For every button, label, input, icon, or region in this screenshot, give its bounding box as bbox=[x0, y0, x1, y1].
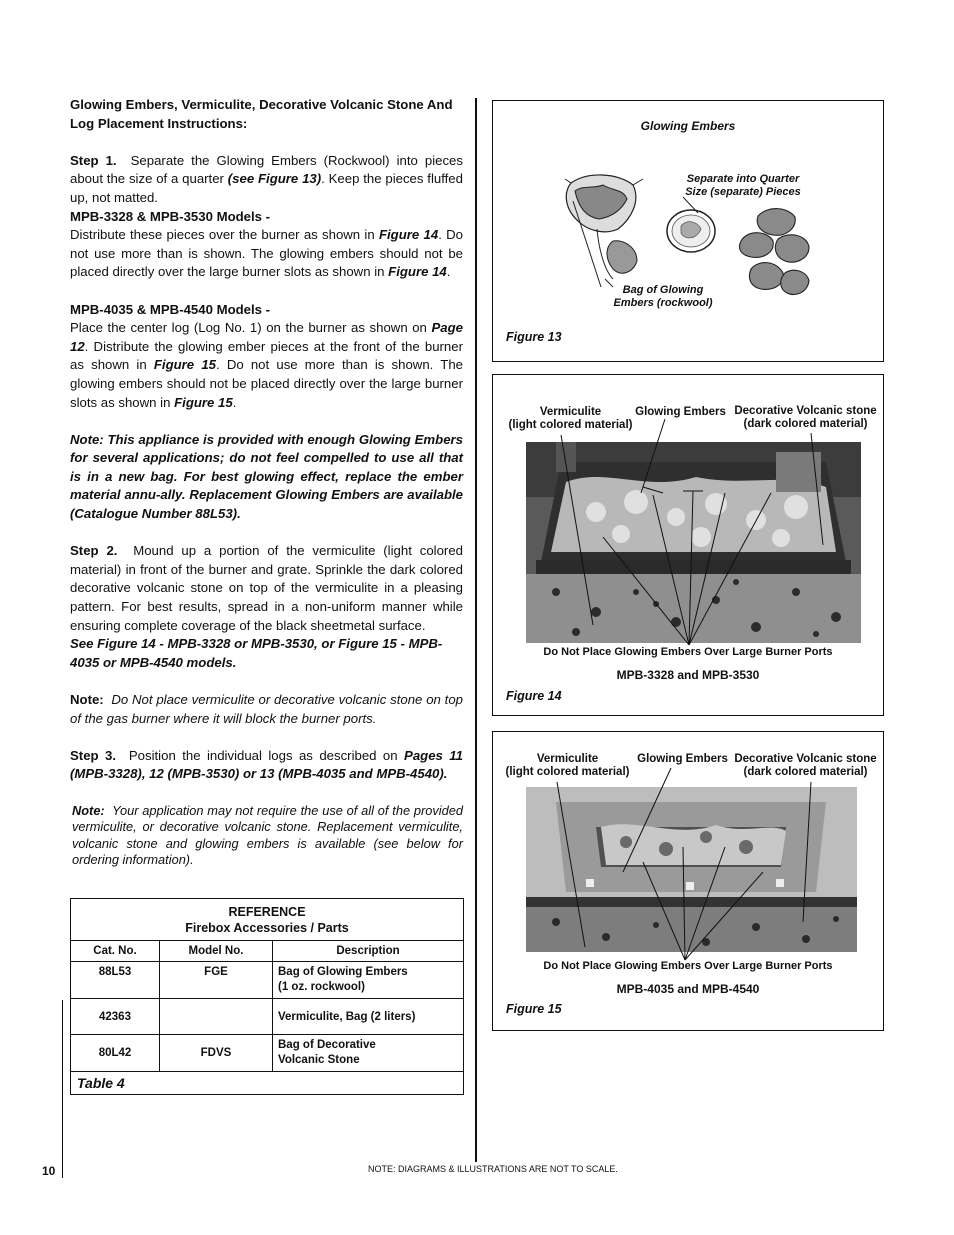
table-title bbox=[71, 899, 463, 940]
step1-text-end: . Keep the pieces fluffed up, not matted. bbox=[70, 171, 463, 205]
table-title-line1: REFERENCE bbox=[228, 905, 306, 919]
column-divider bbox=[475, 98, 477, 1162]
col-description: Description bbox=[273, 941, 464, 962]
mpb3328-text-end: . bbox=[446, 264, 451, 280]
parts-table bbox=[71, 940, 463, 1072]
fig15-warning: Do Not Place Glowing Embers Over Large Burner Ports bbox=[543, 960, 833, 972]
stone-line1: Decorative Volcanic stone bbox=[734, 753, 877, 765]
mpb3328-text: Distribute these pieces over the burner as shown in bbox=[70, 227, 379, 243]
step2-see-figures: See Figure 14 - MPB-3328 or MPB-3530, or Figure 15 - MPB-4035 or MPB-4540 models. bbox=[70, 636, 443, 670]
left-margin-rule bbox=[62, 1000, 63, 1178]
cat-no-cell: 42363 bbox=[71, 999, 160, 1035]
section-heading: Glowing Embers, Vermiculite, Decorative Volcanic Stone And Log Placement Instructions: bbox=[70, 97, 453, 131]
vermiculite-note bbox=[70, 691, 463, 728]
embers-illustration bbox=[493, 101, 883, 361]
quarter-coin-drawing bbox=[667, 210, 715, 252]
fig14-warning: Do Not Place Glowing Embers Over Large Burner Ports bbox=[543, 646, 833, 658]
stone-line1: Decorative Volcanic stone bbox=[734, 405, 877, 417]
fig13-bag-label bbox=[598, 284, 728, 310]
vermiculite-line2: (light colored material) bbox=[508, 419, 633, 431]
step1-label: Step 1. bbox=[70, 152, 117, 168]
step3-paragraph bbox=[70, 747, 463, 784]
reference-table bbox=[70, 898, 464, 1095]
step1-text: Separate the Glowing Embers (Rockwool) into pieces about the size of a quarter bbox=[70, 152, 463, 187]
mpb3328-text-mid: . Do not use more than is shown. The glowing embers should not be placed directly over the large burner slots as shown in bbox=[70, 227, 463, 280]
note3-text: Your application may not require the use of all of the provided vermiculite, or decorative volcanic stone. Replacement vermiculite, volcanic stone and glowing embers is available (see below for ordering information). bbox=[72, 802, 463, 868]
cat-no-cell: 80L42 bbox=[71, 1035, 160, 1072]
page-number: 10 bbox=[42, 1164, 56, 1178]
table-row bbox=[71, 962, 463, 999]
step2-label: Step 2. bbox=[70, 543, 118, 559]
vermiculite-line1: Vermiculite bbox=[539, 406, 602, 418]
fig15-model: MPB-4035 and MPB-4540 bbox=[616, 982, 760, 996]
mpb3328-paragraph bbox=[70, 226, 463, 282]
vermiculite-line1: Vermiculite bbox=[536, 753, 599, 765]
table-title-line2: Firebox Accessories / Parts bbox=[185, 921, 349, 935]
ember-bag-drawing bbox=[565, 175, 643, 279]
figure-14-caption: Figure 14 bbox=[506, 689, 562, 703]
bag-line2: Embers (rockwool) bbox=[613, 297, 713, 309]
figure-13-caption: Figure 13 bbox=[506, 330, 562, 344]
description-line1: Bag of Glowing Embers bbox=[278, 966, 408, 978]
figure-13 bbox=[492, 100, 884, 362]
page12-ref: Page 12 bbox=[70, 320, 463, 354]
step1-paragraph bbox=[70, 152, 463, 208]
mpb4035-text: Place the center log (Log No. 1) on the burner as shown on bbox=[70, 320, 432, 336]
cat-no-cell: 88L53 bbox=[71, 962, 160, 999]
fig15-glowing-label: Glowing Embers bbox=[637, 753, 728, 765]
description-cell bbox=[273, 962, 464, 999]
table-caption: Table 4 bbox=[77, 1075, 125, 1091]
figure15-ref: Figure 15 bbox=[174, 394, 233, 410]
model-no-cell: FDVS bbox=[160, 1035, 273, 1072]
ember-pieces-drawing bbox=[739, 209, 809, 295]
step2-paragraph bbox=[70, 542, 463, 635]
figure14-ref: Figure 14 bbox=[388, 264, 447, 280]
mpb4035-paragraph bbox=[70, 319, 463, 412]
fig13-title: Glowing Embers bbox=[640, 119, 736, 133]
figure13-ref: (see Figure 13) bbox=[227, 171, 322, 187]
col-model-no: Model No. bbox=[160, 941, 273, 962]
col-cat-no: Cat. No. bbox=[71, 941, 160, 962]
model-no-cell bbox=[160, 999, 273, 1035]
description-line2: (1 oz. rockwool) bbox=[278, 981, 365, 993]
vermiculite-line2: (light colored material) bbox=[505, 766, 630, 778]
stone-line2: (dark colored material) bbox=[743, 418, 868, 430]
pages-ref: Pages 11 (MPB-3328), 12 (MPB-3530) or 13 (MPB-4035 and MPB-4540). bbox=[70, 747, 463, 782]
description-cell bbox=[273, 1035, 464, 1072]
step3-label: Step 3. bbox=[70, 747, 116, 763]
figure-15 bbox=[492, 731, 884, 1031]
application-note bbox=[70, 803, 463, 869]
fig14-model: MPB-3328 and MPB-3530 bbox=[616, 668, 760, 682]
description-line1: Bag of Decorative bbox=[278, 1039, 376, 1051]
mpb3328-heading: MPB-3328 & MPB-3530 Models - bbox=[70, 208, 271, 224]
mpb4035-text-end: . bbox=[232, 394, 237, 410]
table-row bbox=[71, 999, 463, 1035]
stone-line2: (dark colored material) bbox=[743, 766, 868, 778]
step3-text: Position the individual logs as described on bbox=[128, 747, 405, 763]
note-text: Do Not place vermiculite or decorative volcanic stone on top of the gas burner where it will block the burner ports. bbox=[70, 692, 463, 726]
note3-label: Note: bbox=[72, 802, 105, 818]
table-row bbox=[71, 1035, 463, 1072]
step2-text: Mound up a portion of the vermiculite (light colored material) in front of the burner and grate. Sprinkle the dark colored decorative volcanic stone on top of the vermiculite in a pleasing pattern. For best results, spread in a non-uniform manner while ensuring complete coverage of the black sheetmetal surface. bbox=[70, 543, 463, 633]
fig14-leader-lines bbox=[493, 375, 883, 715]
figure15-ref: Figure 15 bbox=[153, 357, 216, 373]
mpb4035-text-mid: . Distribute the glowing ember pieces at the front of the burner as shown in bbox=[70, 338, 463, 373]
figure-14 bbox=[492, 374, 884, 716]
figure14-ref: Figure 14 bbox=[378, 227, 439, 243]
instructions-column bbox=[70, 96, 463, 869]
mpb4035-heading: MPB-4035 & MPB-4540 Models - bbox=[70, 301, 271, 317]
fig14-glowing-label: Glowing Embers bbox=[635, 406, 726, 418]
description-line2: Volcanic Stone bbox=[278, 1054, 360, 1066]
bag-line1: Bag of Glowing bbox=[622, 284, 704, 296]
separate-line1: Separate into Quarter bbox=[686, 173, 800, 185]
separate-line2: Size (separate) Pieces bbox=[685, 186, 801, 198]
figure-15-caption: Figure 15 bbox=[506, 1002, 562, 1016]
description-cell: Vermiculite, Bag (2 liters) bbox=[273, 999, 464, 1035]
mpb4035-text-mid2: . Do not use more than is shown. The glowing embers should not be placed directly over the large burner slots as shown in bbox=[70, 357, 463, 410]
ember-note: Note: This appliance is provided with enough Glowing Embers for several applications; do not feel compelled to use all that is in a new bag. For best glowing effect, replace the ember material annu-ally. Replacement Glowing Embers are available (Catalogue Number 88L53). bbox=[70, 431, 463, 522]
footer-note: NOTE: DIAGRAMS & ILLUSTRATIONS ARE NOT TO SCALE. bbox=[368, 1164, 618, 1174]
model-no-cell: FGE bbox=[160, 962, 273, 999]
note-label: Note: bbox=[70, 692, 104, 707]
